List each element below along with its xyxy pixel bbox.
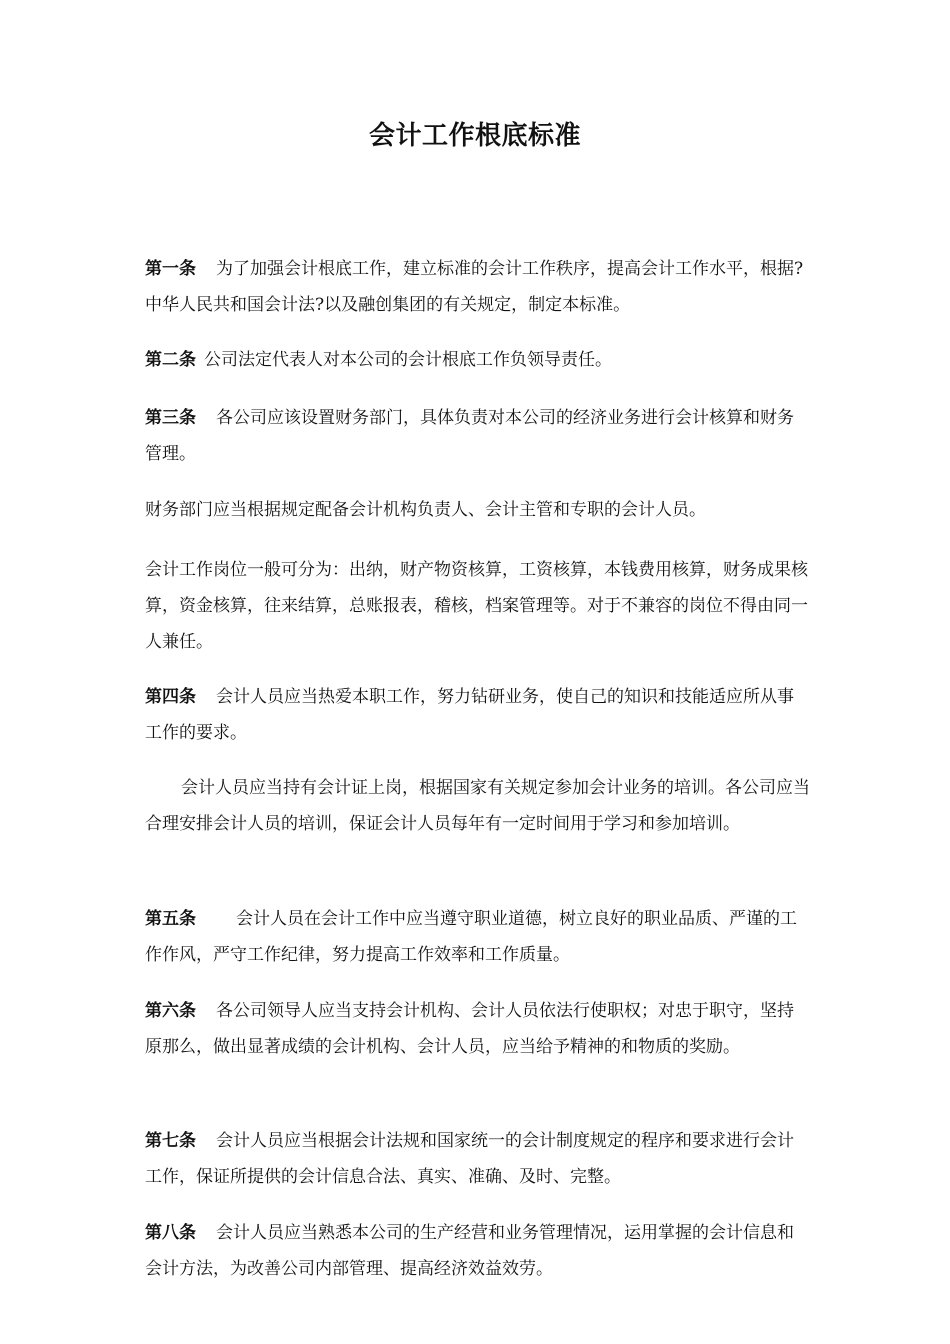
article-6 bbox=[145, 993, 810, 1065]
article-2 bbox=[145, 342, 810, 378]
article-label: 第六条 bbox=[145, 1001, 196, 1021]
article-text: 为了加强会计根底工作，建立标准的会计工作秩序，提高会计工作水平，根据?中华人民共和国会计法?以及融创集团的有关规定，制定本标准。 bbox=[145, 259, 804, 315]
paragraph-text: 会计人员应当持有会计证上岗，根据国家有关规定参加会计业务的培训。各公司应当合理安排会计人员的培训，保证会计人员每年有一定时间用于学习和参加培训。 bbox=[145, 778, 810, 834]
article-text: 会计人员应当热爱本职工作，努力钻研业务，使自己的知识和技能适应所从事工作的要求。 bbox=[145, 687, 794, 743]
article-8 bbox=[145, 1215, 810, 1287]
document-title: 会计工作根底标准 bbox=[368, 121, 581, 151]
article-text: 各公司应该设置财务部门，具体负责对本公司的经济业务进行会计核算和财务管理。 bbox=[145, 408, 794, 464]
article-text: 各公司领导人应当支持会计机构、会计人员依法行使职权；对忠于职守，坚持原那么，做出显著成绩的会计机构、会计人员，应当给予精神的和物质的奖励。 bbox=[145, 1001, 794, 1057]
paragraph-text: 财务部门应当根据规定配备会计机构负责人、会计主管和专职的会计人员。 bbox=[145, 500, 706, 520]
article-3 bbox=[145, 400, 810, 472]
article-text: 会计人员应当熟悉本公司的生产经营和业务管理情况，运用掌握的会计信息和会计方法，为改善公司内部管理、提高经济效益效劳。 bbox=[145, 1223, 794, 1279]
article-text: 公司法定代表人对本公司的会计根底工作负领导责任。 bbox=[204, 350, 612, 370]
article-label: 第二条 bbox=[145, 350, 196, 370]
article-label: 第八条 bbox=[145, 1223, 196, 1243]
article-label: 第三条 bbox=[145, 408, 196, 428]
paragraph-text: 会计工作岗位一般可分为：出纳，财产物资核算，工资核算，本钱费用核算，财务成果核算，资金核算，往来结算，总账报表，稽核，档案管理等。对于不兼容的岗位不得由同一人兼任。 bbox=[145, 560, 808, 652]
article-4 bbox=[145, 679, 810, 751]
article-label: 第一条 bbox=[145, 259, 196, 279]
article-label: 第七条 bbox=[145, 1131, 196, 1151]
article-label: 第四条 bbox=[145, 687, 196, 707]
article-3-paragraph-2 bbox=[145, 492, 810, 528]
article-label: 第五条 bbox=[145, 909, 196, 929]
article-text: 会计人员在会计工作中应当遵守职业道德，树立良好的职业品质、严谨的工作作风，严守工作纪律，努力提高工作效率和工作质量。 bbox=[145, 909, 797, 965]
article-7 bbox=[145, 1123, 810, 1195]
article-5 bbox=[145, 901, 810, 973]
article-4-paragraph-2 bbox=[145, 770, 810, 842]
article-text: 会计人员应当根据会计法规和国家统一的会计制度规定的程序和要求进行会计工作，保证所提供的会计信息合法、真实、准确、及时、完整。 bbox=[145, 1131, 794, 1187]
article-1 bbox=[145, 251, 810, 323]
article-3-paragraph-3 bbox=[145, 552, 810, 660]
